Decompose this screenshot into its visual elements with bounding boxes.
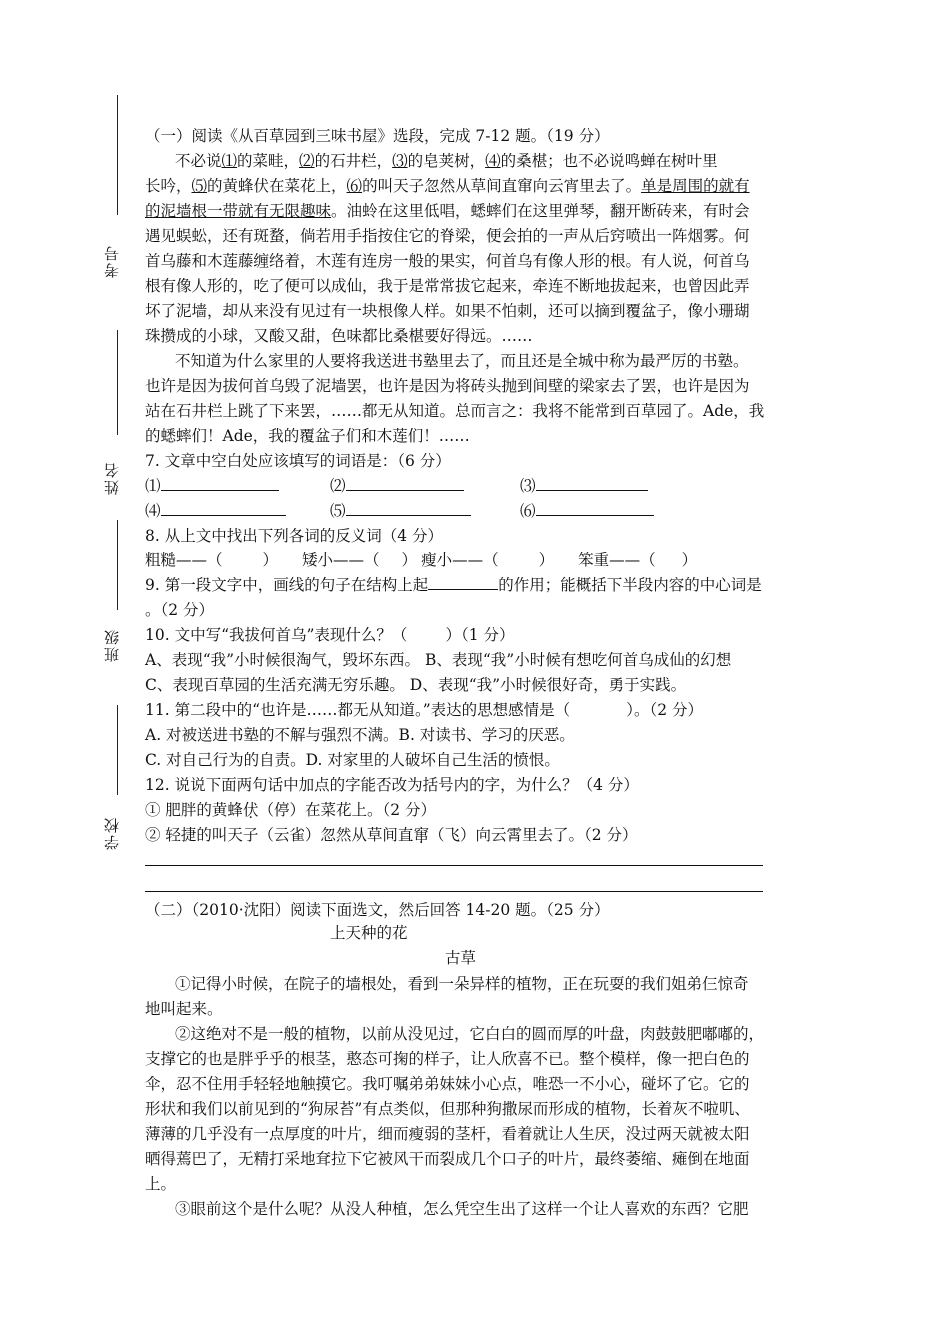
question-9-points: 。（2 分） [145, 601, 215, 619]
margin-line [117, 95, 118, 215]
passage1-line: 坏了泥墙，却从来没有见过有一块根像人样。如果不怕刺，还可以摘到覆盆子，像小珊瑚 [145, 302, 750, 320]
article-line: 薄薄的几乎没有一点厚度的叶片，细而瘦弱的茎杆，看着就让人生厌，没过两天就被太阳 [145, 1125, 750, 1143]
article-line: 形状和我们以前见到的“狗尿苔”有点类似，但那种狗撒尿而形成的植物，长着灰不啦叽、 [145, 1100, 750, 1118]
question-8-items[interactable]: 粗糙——（ ） 矮小——（ ） 瘦小——（ ） 笨重——（ ） [145, 551, 698, 569]
margin-line [117, 520, 118, 610]
answer-blank-3[interactable]: ⑶ [520, 475, 648, 497]
passage1-line: 的泥墙根一带就有无限趣味。油蛉在这里低唱，蟋蟀们在这里弹琴，翻开断砖来，有时会 [145, 202, 750, 220]
answer-blank-2[interactable]: ⑵ [330, 475, 464, 497]
article-line: ③眼前这个是什么呢？从没人种植，怎么凭空生出了这样一个让人喜欢的东西？它肥 [175, 1200, 749, 1218]
section2-heading: （二）（2010·沈阳）阅读下面选文，然后回答 14-20 题。（25 分） [145, 901, 610, 919]
section1-heading: （一）阅读《从百草园到三味书屋》选段，完成 7-12 题。（19 分） [145, 127, 610, 145]
margin-line [117, 330, 118, 435]
exam-number-label: 考号 [103, 244, 121, 278]
question-8: 8. 从上文中找出下列各词的反义词（4 分） [145, 527, 444, 545]
answer-line[interactable] [145, 891, 763, 892]
answer-blank-4[interactable]: ⑷ [145, 500, 286, 522]
article-line: ②这绝对不是一般的植物，以前从没见过，它白白的圆而厚的叶盘，肉鼓鼓肥嘟嘟的， [175, 1025, 765, 1043]
class-label: 班级 [103, 628, 121, 662]
passage1-line: 不必说⑴的菜畦，⑵的石井栏，⑶的皂荚树，⑷的桑椹；也不必说鸣蝉在树叶里 [175, 152, 718, 170]
passage1-line: 遇见蜈蚣，还有斑蝥，倘若用手指按住它的脊梁，便会拍的一声从后窍喷出一阵烟雾。何 [145, 227, 750, 245]
passage2-line: 不知道为什么家里的人要将我送进书塾里去了，而且还是全城中称为最严厉的书塾。 [175, 352, 749, 370]
answer-blank-5[interactable]: ⑸ [330, 500, 471, 522]
answer-blank-6[interactable]: ⑹ [520, 500, 654, 522]
school-label: 学校 [103, 816, 121, 850]
question-11[interactable]: 11. 第二段中的“也许是……都无从知道。”表达的思想感情是（ ）。（2 分） [145, 701, 703, 719]
answer-blank-1[interactable]: ⑴ [145, 475, 279, 497]
article-author: 古草 [445, 949, 477, 967]
question-7: 7. 文章中空白处应该填写的词语是：（6 分） [145, 452, 451, 470]
article-title: 上天种的花 [330, 924, 408, 942]
answer-line[interactable] [145, 865, 763, 866]
article-line: ①记得小时候，在院子的墙根处，看到一朵异样的植物，正在玩耍的我们姐弟仨惊奇 [175, 975, 749, 993]
passage2-line: 站在石井栏上跳了下来罢，……都无从知道。总而言之：我将不能常到百草园了。Ade，我 [145, 402, 765, 420]
article-line: 地叫起来。 [145, 1000, 223, 1018]
passage2-line: 也许是因为拔何首乌毁了泥墙罢，也许是因为将砖头抛到间壁的梁家去了罢，也许是因为 [145, 377, 750, 395]
question-11-options: C. 对自己行为的自责。D. 对家里的人破坏自己生活的愤恨。 [145, 751, 560, 769]
margin-line [117, 705, 118, 795]
question-9[interactable]: 9. 第一段文字中，画线的句子在结构上起 的作用；能概括下半段内容的中心词是 [145, 576, 762, 594]
passage1-line: 长吟，⑸的黄蜂伏在菜花上，⑹的叫天子忽然从草间直窜向云宵里去了。单是周围的就有 [145, 177, 750, 195]
article-line: 伞，忍不住用手轻轻地触摸它。我叮嘱弟弟妹妹小心点，唯恐一不小心，碰坏了它。它的 [145, 1075, 750, 1093]
name-label: 姓名 [103, 461, 121, 495]
passage1-line: 根有像人形的，吃了便可以成仙，我于是常常拔它起来，牵连不断地拔起来，也曾因此弄 [145, 277, 750, 295]
question-10[interactable]: 10. 文中写“我拔何首乌”表现什么？（ ）（1 分） [145, 626, 515, 644]
article-line: 晒得蔫巴了，无精打采地耷拉下它被风干而裂成几个口子的叶片，最终萎缩、瘫倒在地面 [145, 1150, 750, 1168]
question-12-sentence-2: ② 轻捷的叫天子（云雀）忽然从草间直窜（飞）向云霄里去了。（2 分） [145, 826, 638, 844]
question-12-sentence-1: ① 肥胖的黄蜂伏（停）在菜花上。（2 分） [145, 801, 436, 819]
passage2-line: 的蟋蟀们！Ade，我的覆盆子们和木莲们！…… [145, 427, 470, 445]
question-10-options: C、表现百草园的生活充满无穷乐趣。 D、表现“我”小时候很好奇，勇于实践。 [145, 676, 687, 694]
question-10-options: A、表现“我”小时候很淘气，毁坏东西。 B、表现“我”小时候有想吃何首乌成仙的幻想 [145, 651, 732, 669]
article-line: 上。 [145, 1175, 177, 1193]
passage1-line: 珠攒成的小球，又酸又甜，色味都比桑椹要好得远。…… [145, 327, 533, 345]
passage1-line: 首乌藤和木莲藤缠络着，木莲有连房一般的果实，何首乌有像人形的根。有人说，何首乌 [145, 252, 750, 270]
question-12: 12. 说说下面两句话中加点的字能否改为括号内的字，为什么？（4 分） [145, 776, 639, 794]
question-11-options: A. 对被送进书塾的不解与强烈不满。B. 对读书、学习的厌恶。 [145, 726, 575, 744]
article-line: 支撑它的也是胖乎乎的根茎，憨态可掬的样子，让人欣喜不已。整个模样，像一把白色的 [145, 1050, 750, 1068]
